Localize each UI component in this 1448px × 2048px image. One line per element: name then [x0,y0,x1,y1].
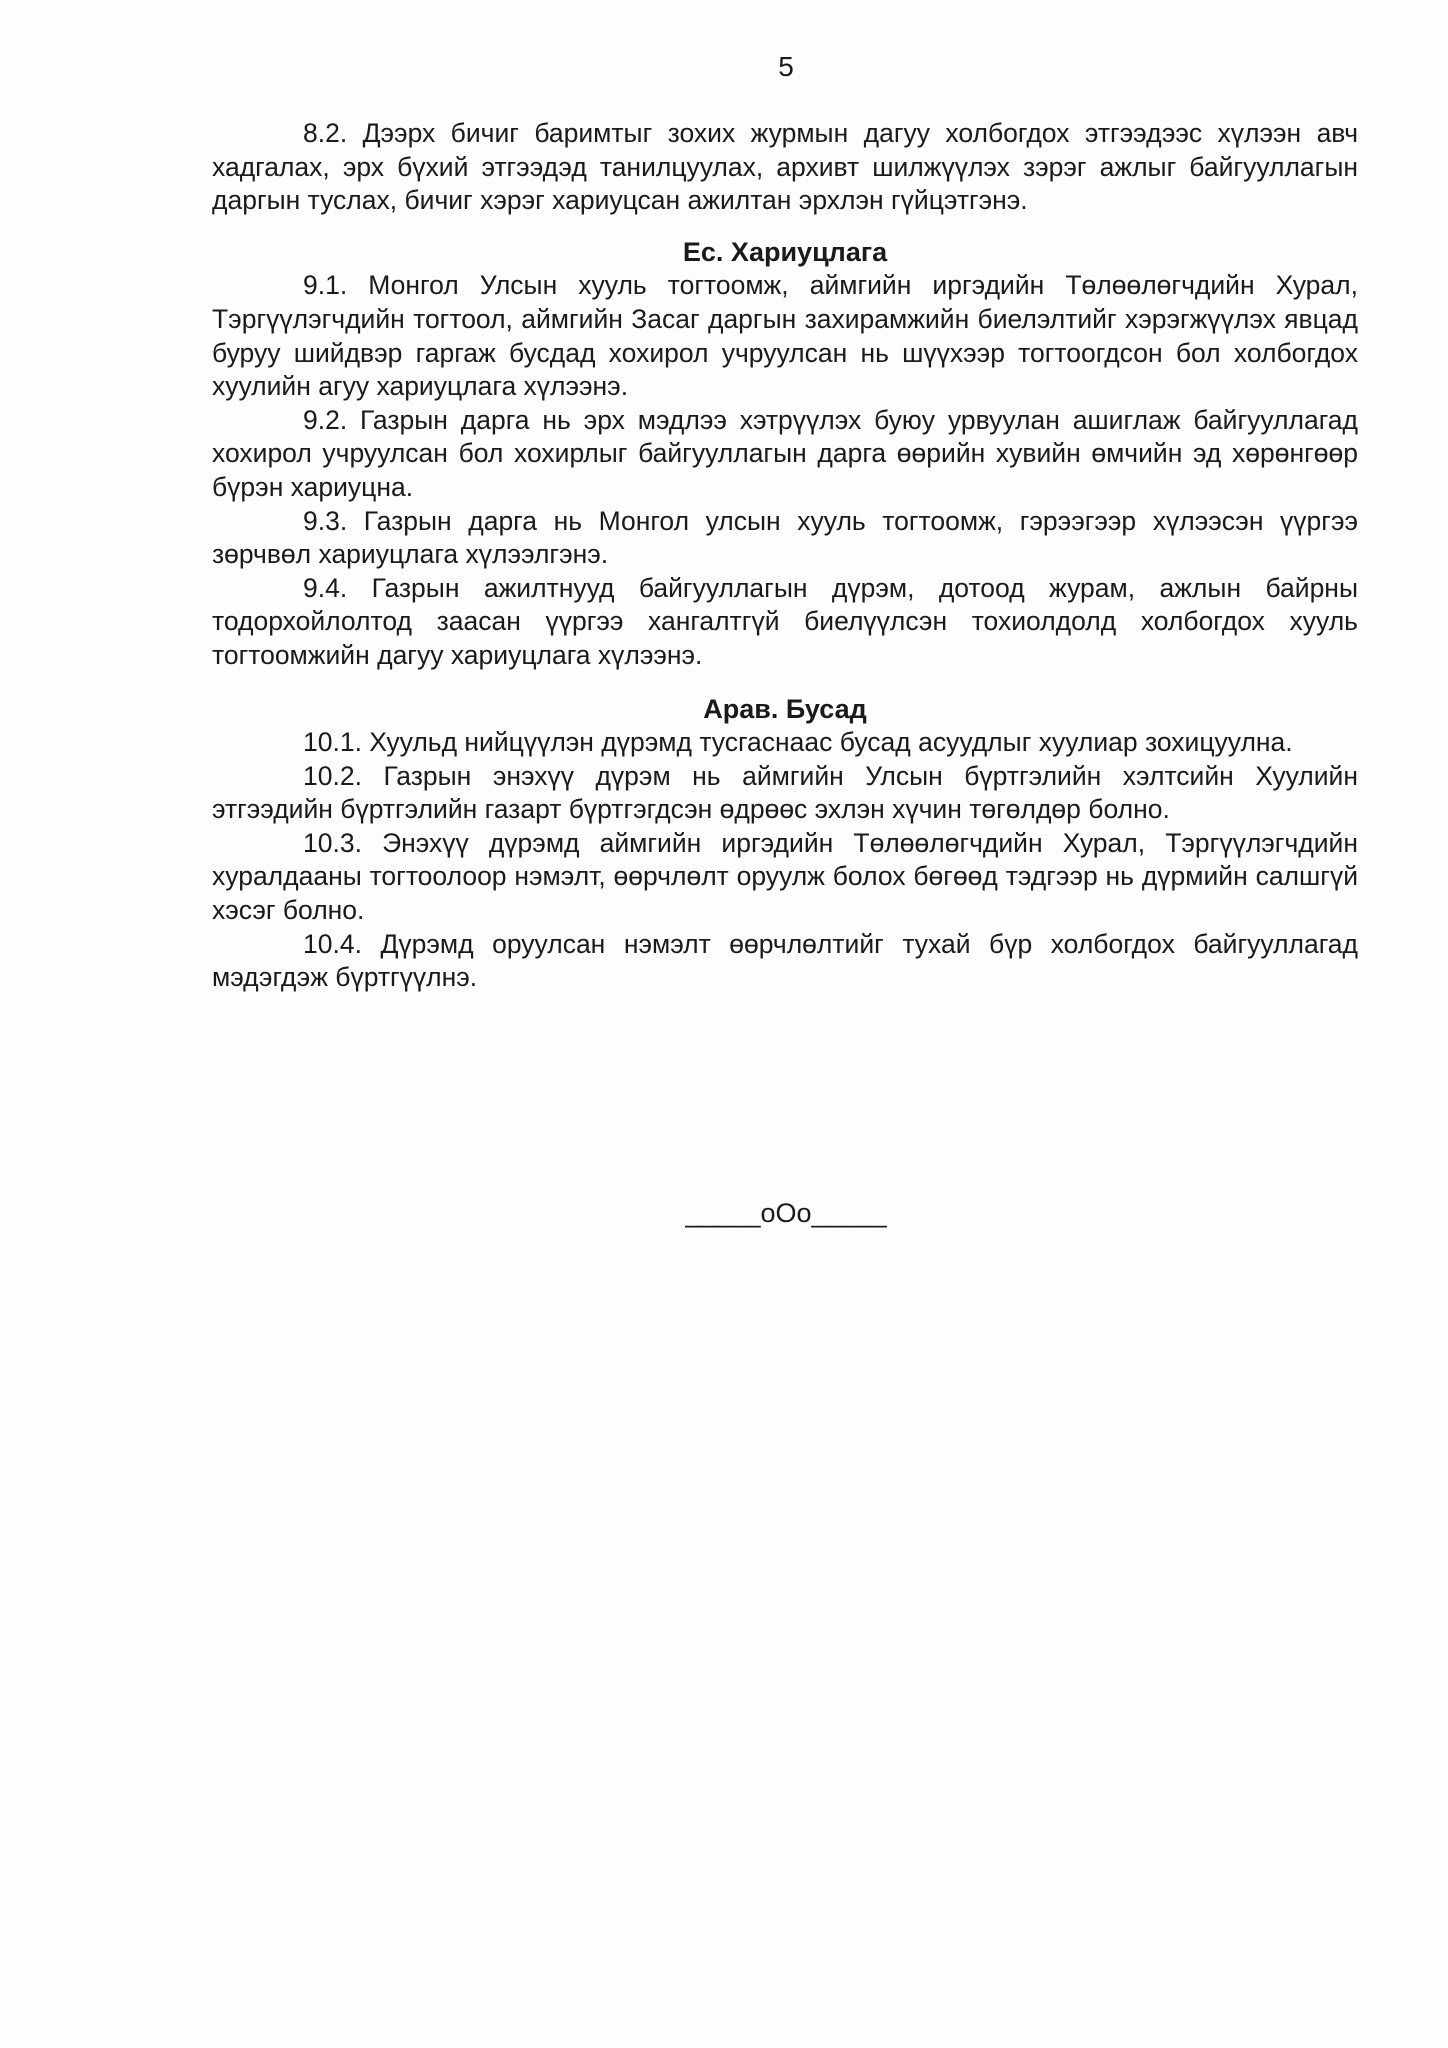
document-body [212,117,1358,995]
page-number: 5 [778,51,794,82]
paragraph-10-4: 10.4. Дүрэмд оруулсан нэмэлт өөрчлөлтийг тухай бүр холбогдох байгууллагад мэдэгдэж бүртгүүлнэ. [212,928,1358,993]
paragraph-9-3: 9.3. Газрын дарга нь Монгол улсын хууль тогтоомж, гэрээгээр хүлээсэн үүргээ зөрчвөл хариуцлага хүлээлгэнэ. [212,505,1358,570]
paragraph-10-1: 10.1. Хуульд нийцүүлэн дүрэмд тусгаснаас бусад асуудлыг хуулиар зохицуулна. [303,727,1293,758]
paragraph-9-2: 9.2. Газрын дарга нь эрх мэдлээ хэтрүүлэх буюу урвуулан ашиглаж байгууллагад хохирол учруулсан бол хохирлыг байгууллагын дарга өөрийн хувийн өмчийн эд хөрөнгөөр бүрэн хариуцна. [212,404,1358,502]
paragraph-10-2: 10.2. Газрын энэхүү дүрэм нь аймгийн Улсын бүртгэлийн хэлтсийн Хуулийн этгээдийн бүртгэлийн газарт бүртгэгдсэн өдрөөс эхлэн хүчин төгөлдөр болно. [212,760,1358,825]
section-9-heading: Ес. Хариуцлага [682,236,888,267]
paragraph-8-2: 8.2. Дээрх бичиг баримтыг зохих журмын дагуу холбогдох этгээдээс хүлээн авч хадгалах, эрх бүхий этгээдэд танилцуулах, архивт шилжүүлэх зэрэг ажлыг байгууллагын даргын туслах, бичиг хэрэг хариуцсан ажилтан эрхлэн гүйцэтгэнэ. [212,118,1358,216]
paragraph-9-1: 9.1. Монгол Улсын хууль тогтоомж, аймгийн иргэдийн Төлөөлөгчдийн Хурал, Тэргүүлэгчдийн тогтоол, аймгийн Засаг даргын захирамжийн биелэлтийг хэрэгжүүлэх явцад буруу шийдвэр гаргаж бусдад хохирол учруулсан нь шүүхээр тогтоогдсон бол холбогдох хуулийн агуу хариуцлага хүлээнэ. [212,270,1358,402]
section-10-heading: Арав. Бусад [703,693,867,724]
closing-mark: _____oOo_____ [685,1198,887,1228]
paragraph-9-4: 9.4. Газрын ажилтнууд байгууллагын дүрэм, дотоод журам, ажлын байрны тодорхойлолтод заасан үүргээ хангалтгүй биелүүлсэн тохиолдолд холбогдох хууль тогтоомжийн дагуу хариуцлага хүлээнэ. [212,572,1358,670]
paragraph-10-3: 10.3. Энэхүү дүрэмд аймгийн иргэдийн Төлөөлөгчдийн Хурал, Тэргүүлэгчдийн хуралдааны тогтоолоор нэмэлт, өөрчлөлт оруулж болох бөгөөд тэдгээр нь дүрмийн салшгүй хэсэг болно. [212,827,1358,926]
